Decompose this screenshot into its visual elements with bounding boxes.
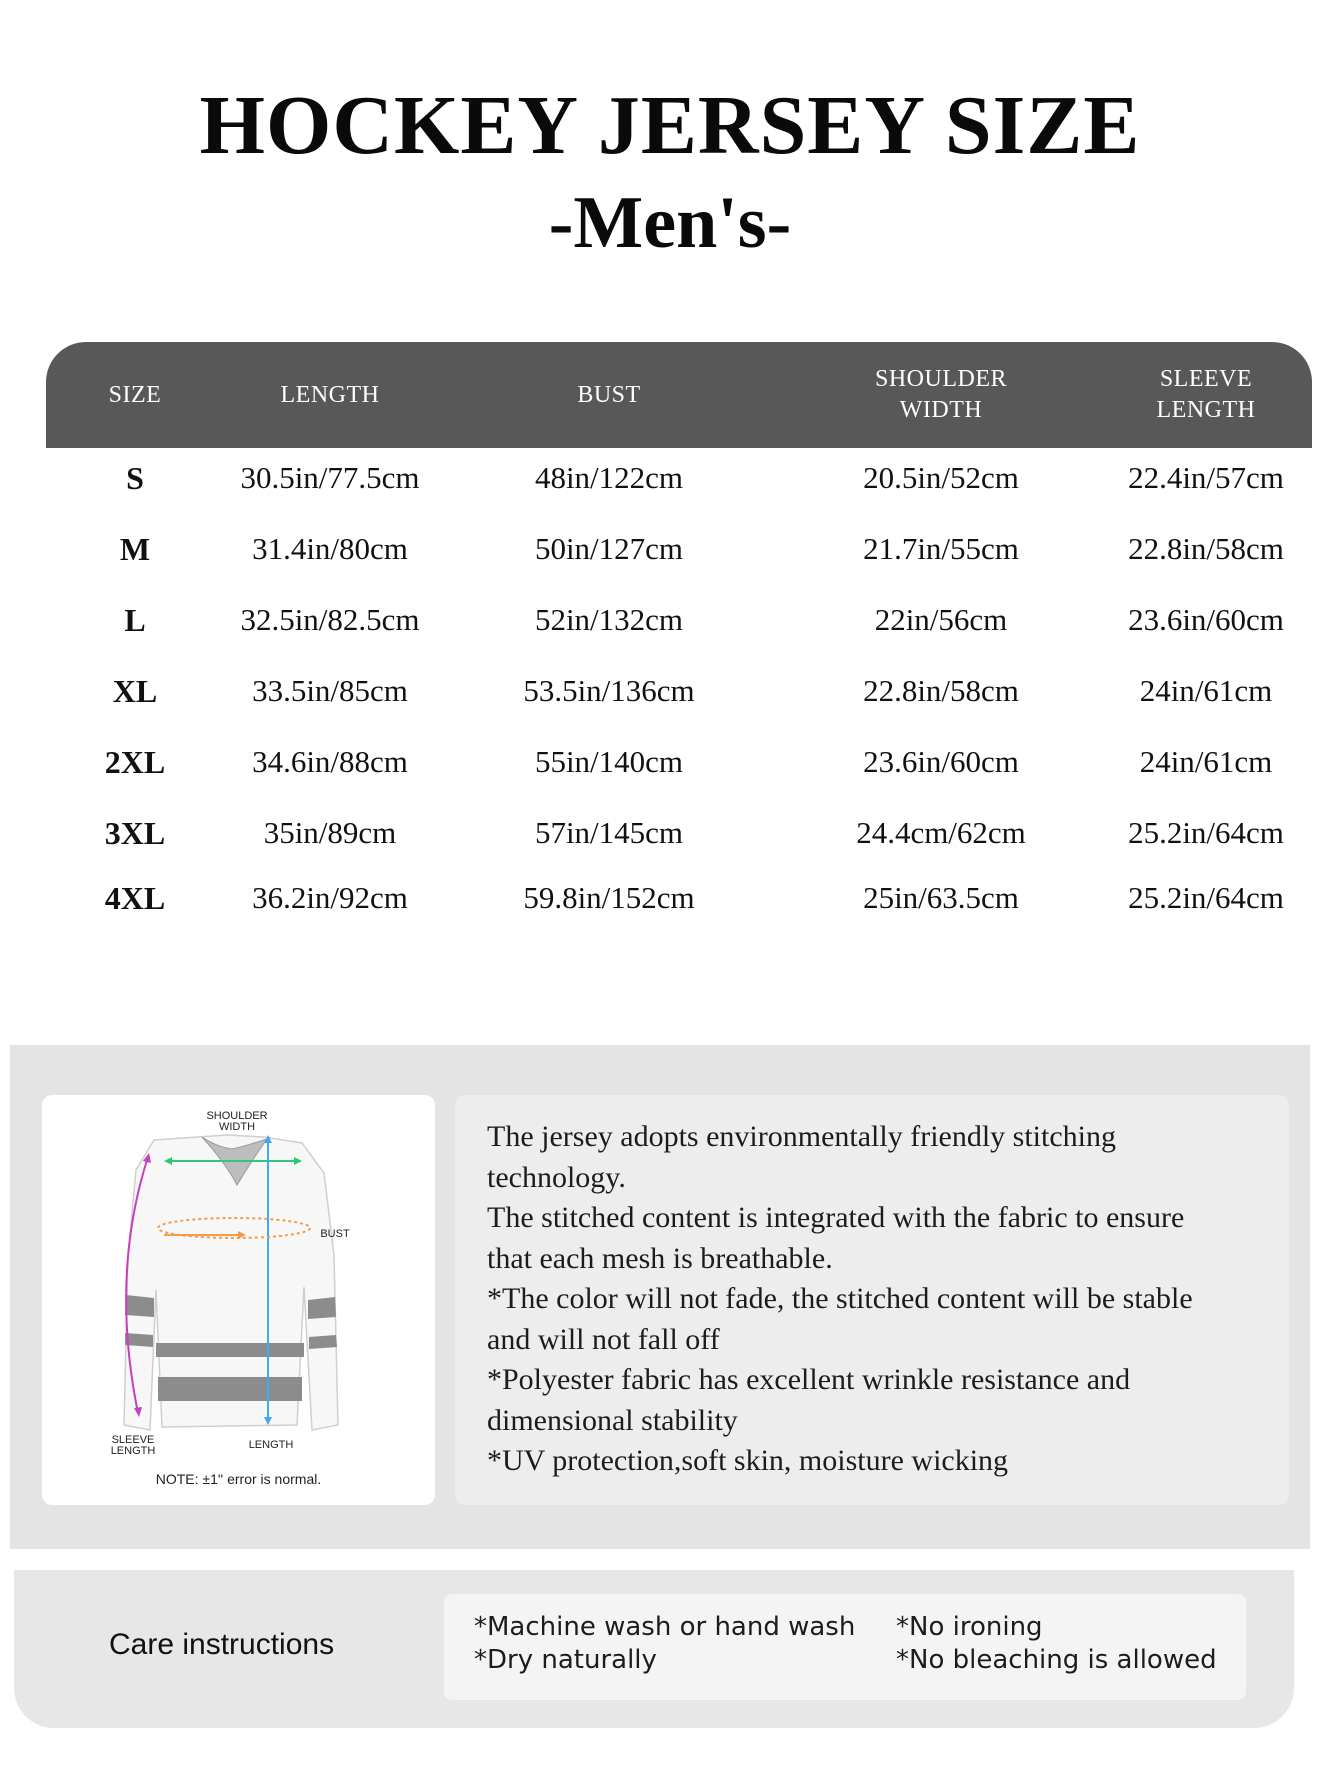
size-cell: 2XL [104, 743, 166, 780]
care-instructions-box [444, 1594, 1246, 1700]
description-line: The stitched content is integrated with the fabric to ensure [487, 1201, 1185, 1234]
size-cell: S [126, 459, 144, 496]
shoulder-cell: 20.5in/52cm [863, 460, 1019, 495]
shoulder-cell: 24.4cm/62cm [856, 815, 1026, 850]
column-header-size: SIZE [108, 381, 162, 408]
bust-label: BUST [320, 1228, 350, 1240]
description-line: and will not fall off [487, 1322, 720, 1356]
length-cell: 32.5in/82.5cm [240, 602, 420, 637]
column-header-bust: BUST [577, 381, 641, 408]
bust-cell: 59.8in/152cm [523, 880, 695, 915]
care-item-wash: *Machine wash or hand wash [474, 1612, 856, 1642]
table-row [46, 732, 1312, 792]
length-cell: 33.5in/85cm [252, 673, 408, 708]
care-item-no-ironing: *No ironing [896, 1612, 1043, 1642]
bust-cell: 48in/122cm [534, 460, 684, 495]
shoulder-cell: 25in/63.5cm [863, 880, 1019, 915]
table-row [46, 590, 1312, 650]
length-cell: 36.2in/92cm [252, 880, 408, 915]
page-title: HOCKEY JERSEY SIZE [199, 79, 1141, 172]
bust-cell: 50in/127cm [534, 531, 684, 566]
table-row [46, 661, 1312, 721]
shoulder-cell: 21.7in/55cm [863, 531, 1019, 566]
measurement-diagram [42, 1095, 435, 1505]
shoulder-cell: 23.6in/60cm [863, 744, 1019, 779]
bust-cell: 55in/140cm [534, 744, 684, 779]
sleeve-cell: 25.2in/64cm [1128, 815, 1284, 850]
description-line: *UV protection,soft skin, moisture wicking [487, 1444, 1009, 1477]
measurement-note: NOTE: ±1'' error is normal. [155, 1471, 322, 1487]
body-stripe-top [156, 1343, 304, 1357]
description-line: *The color will not fade, the stitched content will be stable [487, 1282, 1193, 1315]
size-cell: L [124, 601, 146, 638]
sleeve-stripe-right [308, 1297, 336, 1319]
sleeve-stripe-right-2 [309, 1335, 337, 1349]
bust-cell: 57in/145cm [534, 815, 684, 850]
page-subtitle: -Men's- [548, 182, 792, 264]
size-cell: M [119, 530, 151, 567]
description-line: technology. [487, 1160, 626, 1194]
table-row [46, 803, 1312, 863]
sleeve-stripe-left-2 [125, 1333, 153, 1347]
description-card [455, 1095, 1289, 1505]
description-line: *Polyester fabric has excellent wrinkle resistance and [487, 1363, 1131, 1396]
sleeve-cell: 22.4in/57cm [1128, 460, 1284, 495]
column-header-shoulder-width: SHOULDER WIDTH [874, 366, 1007, 423]
length-cell: 31.4in/80cm [252, 531, 408, 566]
feature-panel [10, 1045, 1310, 1549]
table-row [46, 448, 1312, 508]
sleeve-cell: 24in/61cm [1139, 744, 1273, 779]
bust-cell: 53.5in/136cm [523, 673, 695, 708]
description-line: dimensional stability [487, 1403, 738, 1437]
size-cell: 4XL [104, 879, 166, 916]
care-item-dry: *Dry naturally [474, 1645, 657, 1675]
size-cell: 3XL [104, 814, 166, 851]
size-cell: XL [112, 672, 158, 709]
length-cell: 30.5in/77.5cm [240, 460, 420, 495]
bust-cell: 52in/132cm [534, 602, 684, 637]
sleeve-length-label: SLEEVE LENGTH [110, 1434, 156, 1457]
table-row [46, 868, 1312, 928]
description-line: The jersey adopts environmentally friendly stitching [487, 1120, 1117, 1153]
shoulder-cell: 22.8in/58cm [863, 673, 1019, 708]
table-row [46, 519, 1312, 579]
length-cell: 34.6in/88cm [252, 744, 408, 779]
sleeve-cell: 25.2in/64cm [1128, 880, 1284, 915]
sleeve-stripe-left [125, 1295, 154, 1317]
length-cell: 35in/89cm [263, 815, 397, 850]
care-item-no-bleaching: *No bleaching is allowed [896, 1645, 1217, 1675]
sleeve-cell: 24in/61cm [1139, 673, 1273, 708]
description-line: that each mesh is breathable. [487, 1241, 833, 1275]
sleeve-cell: 23.6in/60cm [1128, 602, 1284, 637]
shoulder-width-label: SHOULDER WIDTH [206, 1110, 268, 1133]
shoulder-cell: 22in/56cm [874, 602, 1008, 637]
length-label: LENGTH [248, 1439, 294, 1451]
size-table-header [46, 342, 1312, 448]
sleeve-cell: 22.8in/58cm [1128, 531, 1284, 566]
size-table-body [46, 448, 1312, 938]
body-stripe-bottom [158, 1377, 302, 1401]
care-instructions-title: Care instructions [109, 1628, 335, 1661]
column-header-length: LENGTH [280, 381, 380, 408]
column-header-sleeve-length: SLEEVE LENGTH [1156, 366, 1256, 423]
care-instructions-panel [14, 1570, 1294, 1728]
